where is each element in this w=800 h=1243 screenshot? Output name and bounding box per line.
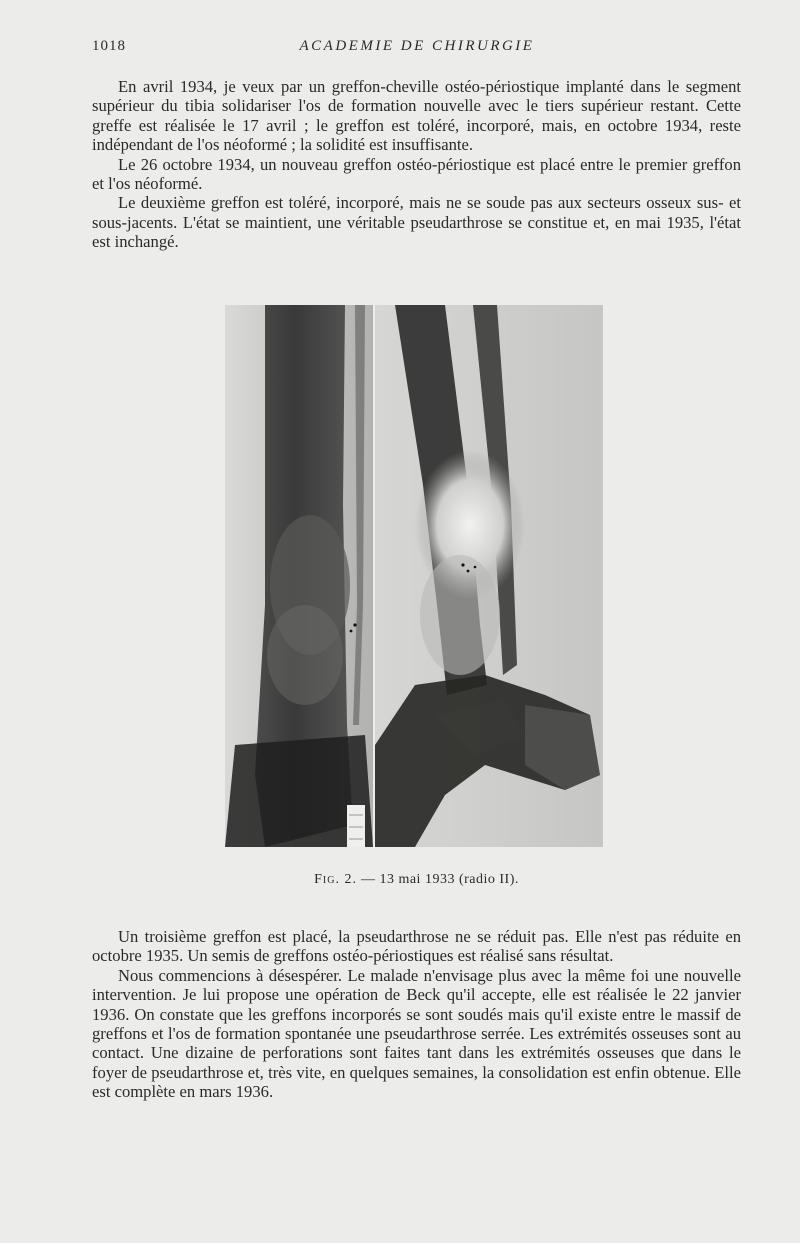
paragraph: Nous commencions à désespérer. Le malade n'envisage plus avec la même foi une nouvelle intervention. Je lui propose une opération de Beck qu'il accepte, elle est réalisée le 22 janvier 1936. On constate que les greffons incorporés se sont soudés mais qu'il existe entre le massif de greffons et l'os de formation spontanée une pseudarthrose serrée. Les extrémités osseuses sont au contact. Une dizaine de perforations sont faites tant dans les extrémités osseuses que dans le foyer de pseudarthrose et, très vite, en quelques semaines, la consolidation est enfin obtenue. Elle est complète en mars 1936. — [92, 965, 741, 1102]
paragraph: Un troisième greffon est placé, la pseudarthrose ne se réduit pas. Elle n'est pas réduite en octobre 1935. Un semis de greffons ostéo-périostiques est réalisé sans résultat. — [92, 927, 741, 966]
caption-label: Fig. 2. — [314, 872, 357, 887]
figure-radiographs — [225, 305, 603, 847]
radiograph-lateral-view — [375, 305, 603, 847]
body-text-top — [92, 77, 741, 252]
running-head — [92, 38, 742, 58]
page-number: 1018 — [92, 38, 126, 54]
radiograph-frontal-view — [225, 305, 373, 847]
figure-caption — [92, 872, 741, 888]
caption-text: — 13 mai 1933 (radio II). — [356, 872, 519, 887]
journal-title: ACADEMIE DE CHIRURGIE — [299, 38, 535, 54]
paragraph: Le deuxième greffon est toléré, incorporé, mais ne se soude pas aux secteurs osseux sus- et sous-jacents. L'état se maintient, une véritable pseudarthrose se constitue et, en mai 1935, l'état est inchangé. — [92, 193, 741, 252]
paragraph: En avril 1934, je veux par un greffon-cheville ostéo-périostique implanté dans le segment supérieur du tibia solidariser l'os de formation nouvelle avec le tiers supérieur restant. Cette greffe est réalisée le 17 avril ; le greffon est toléré, incorporé, mais, en octobre 1934, reste indépendant de l'os néoformé ; la solidité est insuffisante. — [92, 77, 741, 155]
body-text-bottom — [92, 927, 741, 1102]
paragraph: Le 26 octobre 1934, un nouveau greffon ostéo-périostique est placé entre le premier greffon et l'os néoformé. — [92, 154, 741, 194]
